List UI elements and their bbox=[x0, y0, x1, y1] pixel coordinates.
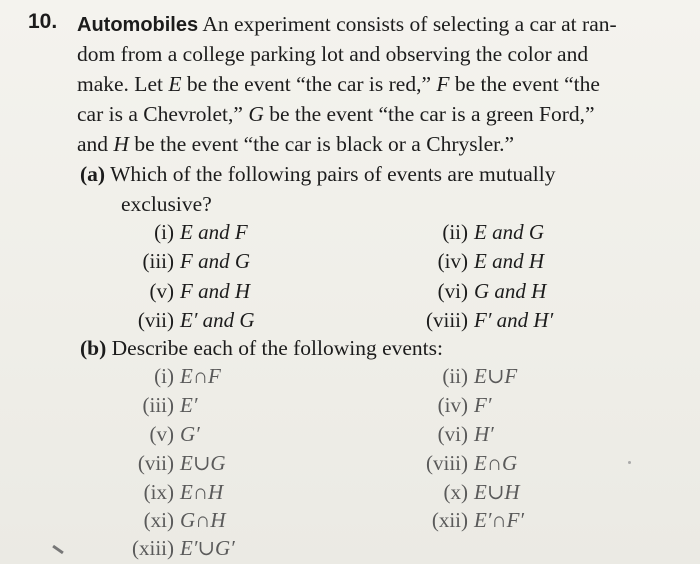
part-b-question-text: Describe each of the following events: bbox=[111, 336, 443, 360]
part-b-item: (xiii) E′∪G′ bbox=[132, 536, 235, 560]
intro-text-3: make. Let bbox=[77, 72, 163, 96]
part-a-item: (ii) E and G bbox=[442, 220, 544, 244]
part-a-item: (vi) G and H bbox=[437, 279, 547, 303]
part-a-question bbox=[80, 160, 555, 188]
intro-text-6: car is a Chevrolet,” bbox=[77, 102, 243, 126]
intro-line-5 bbox=[77, 130, 514, 158]
intro-line-3 bbox=[77, 70, 600, 98]
intro-text-4: be the event “the car is red,” bbox=[186, 72, 431, 96]
intro-text-9: be the event “the car is black or a Chrysler.” bbox=[134, 132, 515, 156]
part-b-item: (vii) E∪G bbox=[137, 451, 226, 475]
part-a-item: (v) F and H bbox=[149, 279, 250, 303]
part-a-item: (vii) E′ and G bbox=[137, 308, 255, 332]
problem-topic: Automobiles bbox=[77, 14, 199, 36]
part-a-item: (viii) F′ and H′ bbox=[426, 308, 554, 332]
pen-mark bbox=[52, 545, 64, 554]
intro-text-7: be the event “the car is a green Ford,” bbox=[269, 102, 595, 126]
part-b-item: (v) G′ bbox=[149, 422, 200, 446]
part-a-item: (iv) E and H bbox=[437, 249, 544, 273]
intro-line-1 bbox=[77, 10, 617, 39]
var-e: E bbox=[168, 72, 182, 96]
intro-text-5: be the event “the bbox=[454, 72, 600, 96]
part-a-question-line2: exclusive? bbox=[121, 192, 212, 216]
problem-number: 10. bbox=[28, 10, 58, 33]
part-b-question bbox=[80, 334, 443, 362]
var-g: G bbox=[248, 102, 264, 126]
var-h: H bbox=[113, 132, 129, 156]
part-a-question-cont bbox=[121, 190, 212, 218]
part-b-item: (ix) E∩H bbox=[143, 480, 224, 504]
paper-speck bbox=[628, 461, 631, 464]
part-b-item: (xii) E′∩F′ bbox=[431, 508, 525, 532]
part-a-label: (a) bbox=[80, 162, 106, 186]
var-f: F bbox=[436, 72, 450, 96]
intro-text-8: and bbox=[77, 132, 109, 156]
part-a-item: (i) E and F bbox=[154, 220, 248, 244]
intro-text-1: An experiment consists of selecting a car at ran- bbox=[202, 12, 617, 36]
intro-text-2: dom from a college parking lot and observing the color and bbox=[77, 42, 589, 66]
part-b-item: (x) E∪H bbox=[443, 480, 520, 504]
part-b-item: (iii) E′ bbox=[142, 393, 198, 417]
part-b-item: (xi) G∩H bbox=[143, 508, 226, 532]
intro-line-2 bbox=[77, 40, 588, 68]
part-b-label: (b) bbox=[80, 336, 107, 360]
part-b-item: (vi) H′ bbox=[437, 422, 494, 446]
part-a-item: (iii) F and G bbox=[142, 249, 250, 273]
part-b-item: (ii) E∪F bbox=[442, 364, 518, 388]
part-b-item: (i) E∩F bbox=[154, 364, 221, 388]
part-b-item: (viii) E∩G bbox=[426, 451, 518, 475]
intro-line-4 bbox=[77, 100, 595, 128]
part-b-item: (iv) F′ bbox=[437, 393, 492, 417]
part-a-question-line1: Which of the following pairs of events are mutually bbox=[110, 162, 556, 186]
